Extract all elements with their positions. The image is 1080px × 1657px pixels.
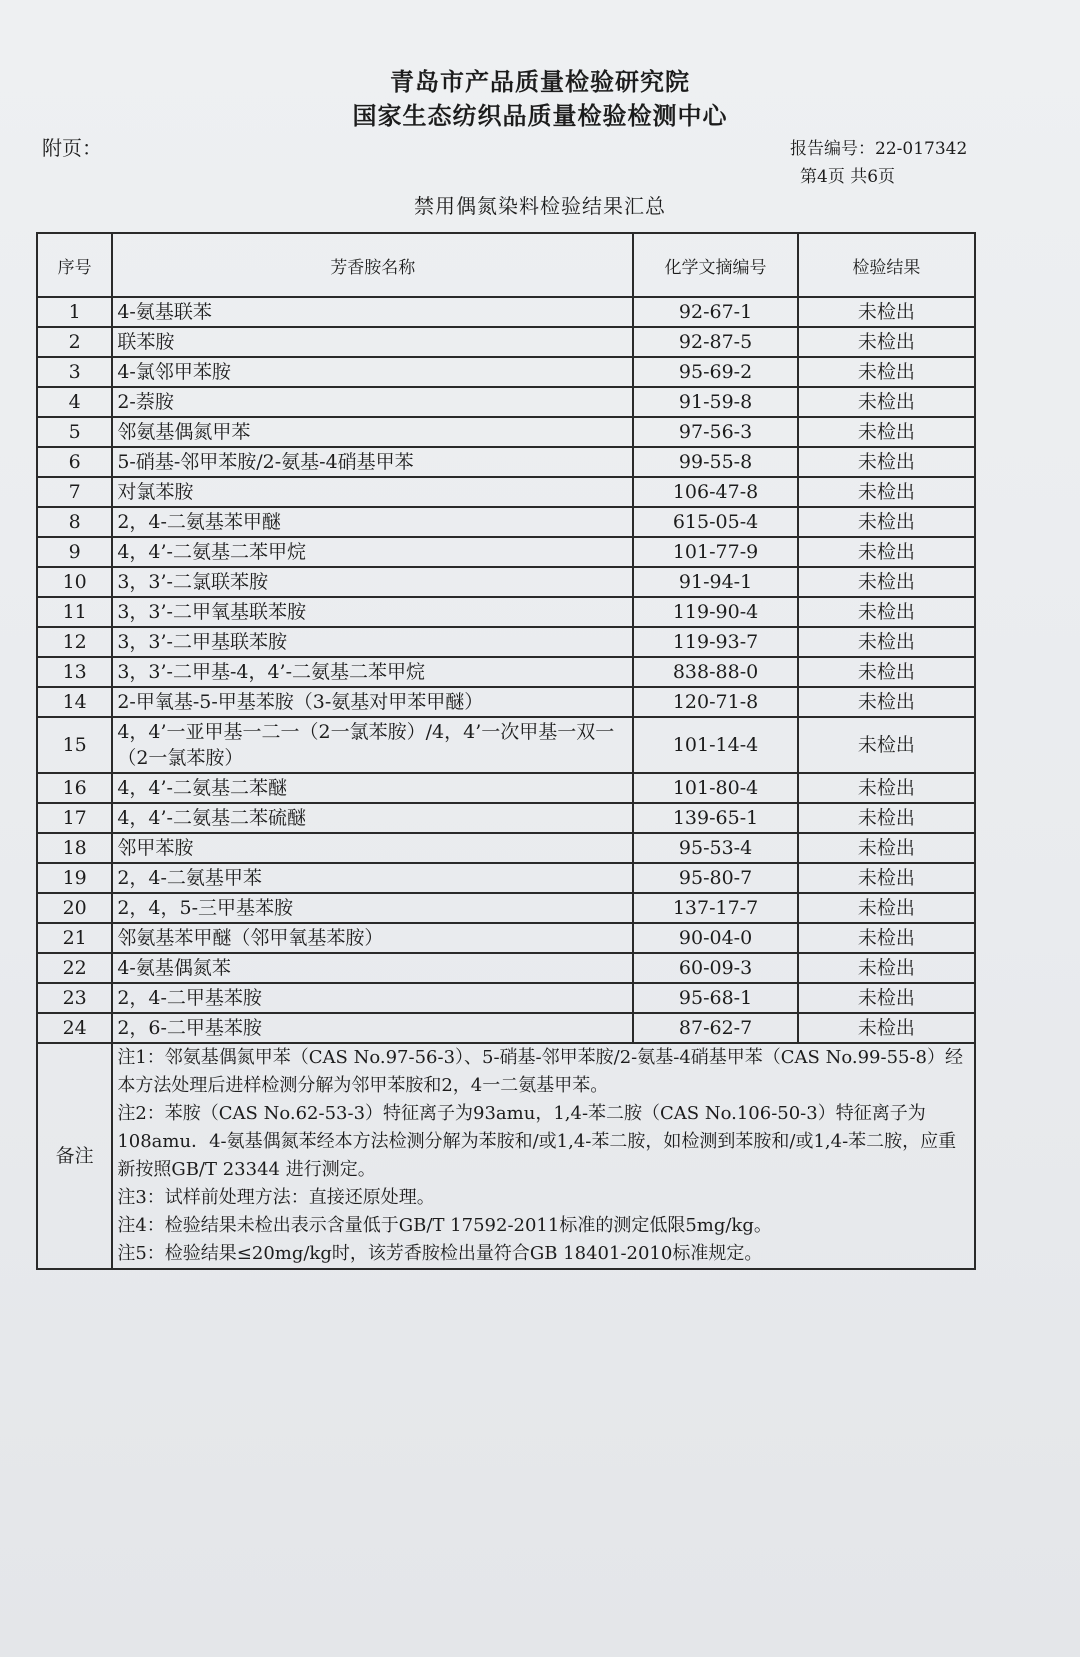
note-4: 注4：检验结果未检出表示含量低于GB/T 17592-2011标准的测定低限5mg/kg。 bbox=[117, 1215, 772, 1236]
table-row bbox=[37, 1013, 975, 1043]
table-row bbox=[37, 893, 975, 923]
result-cell: 未检出 bbox=[798, 447, 975, 477]
cas-number-cell: 92-67-1 bbox=[633, 297, 797, 327]
cas-number-cell: 99-55-8 bbox=[633, 447, 797, 477]
cas-number-cell: 97-56-3 bbox=[633, 417, 797, 447]
result-cell: 未检出 bbox=[798, 803, 975, 833]
row-number: 11 bbox=[37, 597, 112, 627]
result-cell: 未检出 bbox=[798, 687, 975, 717]
cas-number-cell: 91-59-8 bbox=[633, 387, 797, 417]
cas-number-cell: 91-94-1 bbox=[633, 567, 797, 597]
amine-name-cell: 4，4’一亚甲基一二一（2一氯苯胺）/4，4’一次甲基一双一（2一氯苯胺） bbox=[112, 717, 633, 773]
column-header-result: 检验结果 bbox=[798, 233, 975, 297]
table-row bbox=[37, 447, 975, 477]
row-number: 5 bbox=[37, 417, 112, 447]
result-cell: 未检出 bbox=[798, 537, 975, 567]
table-row bbox=[37, 387, 975, 417]
table-row bbox=[37, 357, 975, 387]
amine-name-cell: 2，4，5-三甲基苯胺 bbox=[112, 893, 633, 923]
row-number: 23 bbox=[37, 983, 112, 1013]
table-row bbox=[37, 983, 975, 1013]
amine-name-cell: 2，4-二氨基苯甲醚 bbox=[112, 507, 633, 537]
cas-number-cell: 137-17-7 bbox=[633, 893, 797, 923]
cas-number-cell: 139-65-1 bbox=[633, 803, 797, 833]
row-number: 18 bbox=[37, 833, 112, 863]
row-number: 16 bbox=[37, 773, 112, 803]
row-number: 24 bbox=[37, 1013, 112, 1043]
result-cell: 未检出 bbox=[798, 297, 975, 327]
remarks-row bbox=[37, 1043, 975, 1269]
organization-name: 青岛市产品质量检验研究院 bbox=[390, 67, 690, 96]
amine-name-cell: 邻氨基偶氮甲苯 bbox=[112, 417, 633, 447]
result-cell: 未检出 bbox=[798, 657, 975, 687]
result-cell: 未检出 bbox=[798, 597, 975, 627]
amine-name-cell: 4-氯邻甲苯胺 bbox=[112, 357, 633, 387]
table-body bbox=[37, 297, 975, 1043]
result-cell: 未检出 bbox=[798, 863, 975, 893]
amine-name-cell: 4-氨基联苯 bbox=[112, 297, 633, 327]
cas-number-cell: 60-09-3 bbox=[633, 953, 797, 983]
amine-name-cell: 3，3’-二氯联苯胺 bbox=[112, 567, 633, 597]
row-number: 6 bbox=[37, 447, 112, 477]
result-cell: 未检出 bbox=[798, 893, 975, 923]
result-cell: 未检出 bbox=[798, 387, 975, 417]
amine-name-cell: 2，4-二氨基甲苯 bbox=[112, 863, 633, 893]
results-table bbox=[36, 232, 976, 1270]
column-header-cas-number: 化学文摘编号 bbox=[633, 233, 797, 297]
column-header-number: 序号 bbox=[37, 233, 112, 297]
table-row bbox=[37, 657, 975, 687]
cas-number-cell: 119-93-7 bbox=[633, 627, 797, 657]
amine-name-cell: 3，3’-二甲基-4，4’-二氨基二苯甲烷 bbox=[112, 657, 633, 687]
cas-number-cell: 87-62-7 bbox=[633, 1013, 797, 1043]
table-row bbox=[37, 717, 975, 773]
table-row bbox=[37, 833, 975, 863]
table-row bbox=[37, 803, 975, 833]
row-number: 2 bbox=[37, 327, 112, 357]
row-number: 9 bbox=[37, 537, 112, 567]
amine-name-cell: 2-萘胺 bbox=[112, 387, 633, 417]
result-cell: 未检出 bbox=[798, 923, 975, 953]
note-5: 注5：检验结果≤20mg/kg时，该芳香胺检出量符合GB 18401-2010标准规定。 bbox=[117, 1243, 763, 1264]
row-number: 13 bbox=[37, 657, 112, 687]
table-row bbox=[37, 297, 975, 327]
cas-number-cell: 120-71-8 bbox=[633, 687, 797, 717]
cas-number-cell: 101-14-4 bbox=[633, 717, 797, 773]
table-row bbox=[37, 627, 975, 657]
cas-number-cell: 95-53-4 bbox=[633, 833, 797, 863]
column-header-amine-name: 芳香胺名称 bbox=[112, 233, 633, 297]
table-row bbox=[37, 567, 975, 597]
table-header-row bbox=[37, 233, 975, 297]
cas-number-cell: 106-47-8 bbox=[633, 477, 797, 507]
result-cell: 未检出 bbox=[798, 953, 975, 983]
cas-number-cell: 838-88-0 bbox=[633, 657, 797, 687]
amine-name-cell: 5-硝基-邻甲苯胺/2-氨基-4硝基甲苯 bbox=[112, 447, 633, 477]
amine-name-cell: 4，4’-二氨基二苯醚 bbox=[112, 773, 633, 803]
cas-number-cell: 92-87-5 bbox=[633, 327, 797, 357]
amine-name-cell: 2，4-二甲基苯胺 bbox=[112, 983, 633, 1013]
row-number: 14 bbox=[37, 687, 112, 717]
table-row bbox=[37, 507, 975, 537]
table-row bbox=[37, 477, 975, 507]
note-1: 注1：邻氨基偶氮甲苯（CAS No.97-56-3）、5-硝基-邻甲苯胺/2-氨基-4硝基甲苯（CAS No.99-55-8）经本方法处理后进样检测分解为邻甲苯胺和2，4一二氨基甲苯。 bbox=[117, 1047, 964, 1096]
cas-number-cell: 95-80-7 bbox=[633, 863, 797, 893]
table-row bbox=[37, 953, 975, 983]
row-number: 17 bbox=[37, 803, 112, 833]
result-cell: 未检出 bbox=[798, 717, 975, 773]
cas-number-cell: 101-80-4 bbox=[633, 773, 797, 803]
table-row bbox=[37, 773, 975, 803]
result-cell: 未检出 bbox=[798, 773, 975, 803]
cas-number-cell: 90-04-0 bbox=[633, 923, 797, 953]
cas-number-cell: 95-69-2 bbox=[633, 357, 797, 387]
table-row bbox=[37, 597, 975, 627]
table-row bbox=[37, 537, 975, 567]
cas-number-cell: 119-90-4 bbox=[633, 597, 797, 627]
result-cell: 未检出 bbox=[798, 327, 975, 357]
result-cell: 未检出 bbox=[798, 833, 975, 863]
report-number: 报告编号：22-017342 bbox=[790, 139, 968, 159]
result-cell: 未检出 bbox=[798, 417, 975, 447]
amine-name-cell: 对氯苯胺 bbox=[112, 477, 633, 507]
amine-name-cell: 2-甲氧基-5-甲基苯胺（3-氨基对甲苯甲醚） bbox=[112, 687, 633, 717]
row-number: 7 bbox=[37, 477, 112, 507]
row-number: 19 bbox=[37, 863, 112, 893]
amine-name-cell: 邻氨基苯甲醚（邻甲氧基苯胺） bbox=[112, 923, 633, 953]
row-number: 3 bbox=[37, 357, 112, 387]
cas-number-cell: 101-77-9 bbox=[633, 537, 797, 567]
amine-name-cell: 4，4’-二氨基二苯硫醚 bbox=[112, 803, 633, 833]
row-number: 1 bbox=[37, 297, 112, 327]
row-number: 10 bbox=[37, 567, 112, 597]
result-cell: 未检出 bbox=[798, 357, 975, 387]
table-row bbox=[37, 327, 975, 357]
result-cell: 未检出 bbox=[798, 627, 975, 657]
row-number: 21 bbox=[37, 923, 112, 953]
note-3: 注3：试样前处理方法：直接还原处理。 bbox=[117, 1187, 435, 1208]
amine-name-cell: 3，3’-二甲基联苯胺 bbox=[112, 627, 633, 657]
amine-name-cell: 2，6-二甲基苯胺 bbox=[112, 1013, 633, 1043]
result-cell: 未检出 bbox=[798, 567, 975, 597]
table-row bbox=[37, 863, 975, 893]
result-cell: 未检出 bbox=[798, 507, 975, 537]
organization-subname: 国家生态纺织品质量检验检测中心 bbox=[352, 101, 728, 130]
result-cell: 未检出 bbox=[798, 983, 975, 1013]
cas-number-cell: 615-05-4 bbox=[633, 507, 797, 537]
result-cell: 未检出 bbox=[798, 1013, 975, 1043]
amine-name-cell: 4-氨基偶氮苯 bbox=[112, 953, 633, 983]
row-number: 4 bbox=[37, 387, 112, 417]
remarks-label: 备注 bbox=[37, 1043, 112, 1269]
page-number: 第4页 共6页 bbox=[800, 167, 896, 187]
result-cell: 未检出 bbox=[798, 477, 975, 507]
note-2: 注2：苯胺（CAS No.62-53-3）特征离子为93amu，1,4-苯二胺（CAS No.106-50-3）特征离子为108amu．4-氨基偶氮苯经本方法检测分解为苯胺和/或1,4-苯二胺，如检测到苯胺和/或1,4-苯二胺，应重新按照GB/T 23344 进行测定。 bbox=[117, 1103, 957, 1180]
table-row bbox=[37, 687, 975, 717]
cas-number-cell: 95-68-1 bbox=[633, 983, 797, 1013]
amine-name-cell: 3，3’-二甲氧基联苯胺 bbox=[112, 597, 633, 627]
row-number: 15 bbox=[37, 717, 112, 773]
document-title: 禁用偶氮染料检验结果汇总 bbox=[414, 194, 666, 218]
table-row bbox=[37, 923, 975, 953]
row-number: 22 bbox=[37, 953, 112, 983]
appendix-label: 附页： bbox=[42, 136, 102, 160]
row-number: 12 bbox=[37, 627, 112, 657]
row-number: 8 bbox=[37, 507, 112, 537]
remarks-notes bbox=[112, 1043, 975, 1269]
amine-name-cell: 联苯胺 bbox=[112, 327, 633, 357]
row-number: 20 bbox=[37, 893, 112, 923]
table-row bbox=[37, 417, 975, 447]
amine-name-cell: 4，4’-二氨基二苯甲烷 bbox=[112, 537, 633, 567]
amine-name-cell: 邻甲苯胺 bbox=[112, 833, 633, 863]
